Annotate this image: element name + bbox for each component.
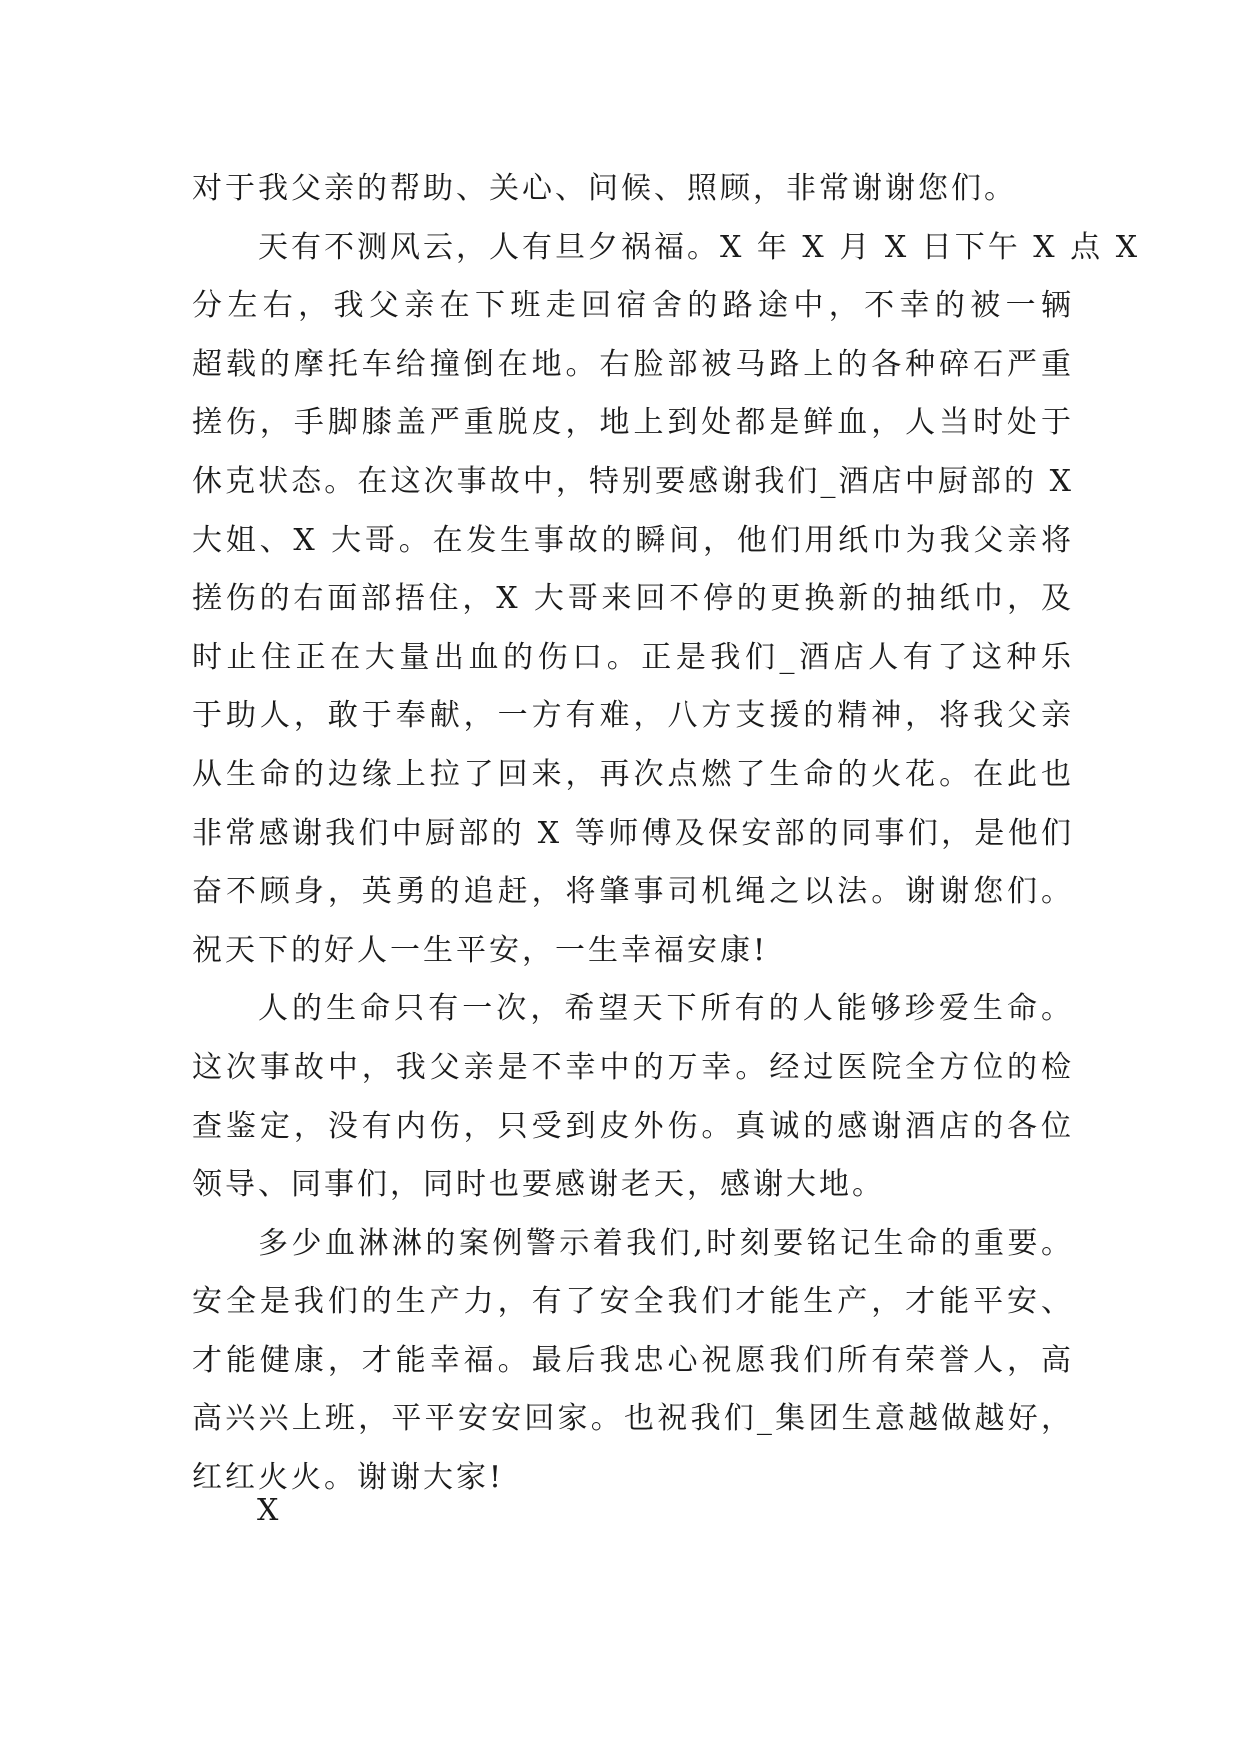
text-line: 祝天下的好人一生平安，一生幸福安康! bbox=[192, 932, 769, 968]
paragraph-2 bbox=[192, 219, 1141, 981]
text-line: 安全是我们的生产力，有了安全我们才能生产，才能平安、 bbox=[192, 1284, 1074, 1320]
text-line: 大姐、X 大哥。在发生事故的瞬间，他们用纸巾为我父亲将 bbox=[192, 522, 1074, 558]
text-line: 天有不测风云，人有旦夕祸福。X 年 X 月 X 日下午 X 点 X bbox=[258, 229, 1141, 265]
text-line: 休克状态。在这次事故中，特别要感谢我们_酒店中厨部的 X bbox=[192, 463, 1074, 499]
text-line: 时止住正在大量出血的伤口。正是我们_酒店人有了这种乐 bbox=[192, 639, 1074, 675]
text-line: 才能健康，才能幸福。最后我忠心祝愿我们所有荣誉人，高 bbox=[192, 1342, 1074, 1378]
signature: X bbox=[257, 1493, 279, 1528]
text-line: 多少血淋淋的案例警示着我们,时刻要铭记生命的重要。 bbox=[258, 1225, 1074, 1261]
text-line: 对于我父亲的帮助、关心、问候、照顾，非常谢谢您们。 bbox=[192, 171, 1017, 206]
text-line: 领导、同事们，同时也要感谢老天，感谢大地。 bbox=[192, 1167, 885, 1203]
text-line: 分左右，我父亲在下班走回宿舍的路途中，不幸的被一辆 bbox=[192, 288, 1074, 324]
text-line: 人的生命只有一次，希望天下所有的人能够珍爱生命。 bbox=[258, 991, 1074, 1027]
text-line: 这次事故中，我父亲是不幸中的万幸。经过医院全方位的检 bbox=[192, 1049, 1074, 1085]
paragraph-4 bbox=[192, 1215, 1074, 1508]
text-line: 高兴兴上班，平平安安回家。也祝我们_集团生意越做越好， bbox=[192, 1401, 1074, 1437]
text-line: 奋不顾身，英勇的追赶，将肇事司机绳之以法。谢谢您们。 bbox=[192, 874, 1074, 910]
text-line: 查鉴定，没有内伤，只受到皮外伤。真诚的感谢酒店的各位 bbox=[192, 1108, 1074, 1144]
letter-body bbox=[192, 160, 1141, 1508]
text-line: 非常感谢我们中厨部的 X 等师傅及保安部的同事们，是他们 bbox=[192, 815, 1074, 851]
text-line: 红红火火。谢谢大家! bbox=[192, 1460, 505, 1496]
text-line: 搓伤，手脚膝盖严重脱皮，地上到处都是鲜血，人当时处于 bbox=[192, 405, 1074, 441]
paragraph-1 bbox=[192, 160, 1074, 219]
text-line: 于助人，敢于奉献，一方有难，八方支援的精神，将我父亲 bbox=[192, 698, 1074, 734]
text-line: 从生命的边缘上拉了回来，再次点燃了生命的火花。在此也 bbox=[192, 756, 1074, 792]
paragraph-3 bbox=[192, 980, 1074, 1214]
text-line: 超载的摩托车给撞倒在地。右脸部被马路上的各种碎石严重 bbox=[192, 346, 1074, 382]
text-line: 搓伤的右面部捂住，X 大哥来回不停的更换新的抽纸巾，及 bbox=[192, 581, 1074, 617]
